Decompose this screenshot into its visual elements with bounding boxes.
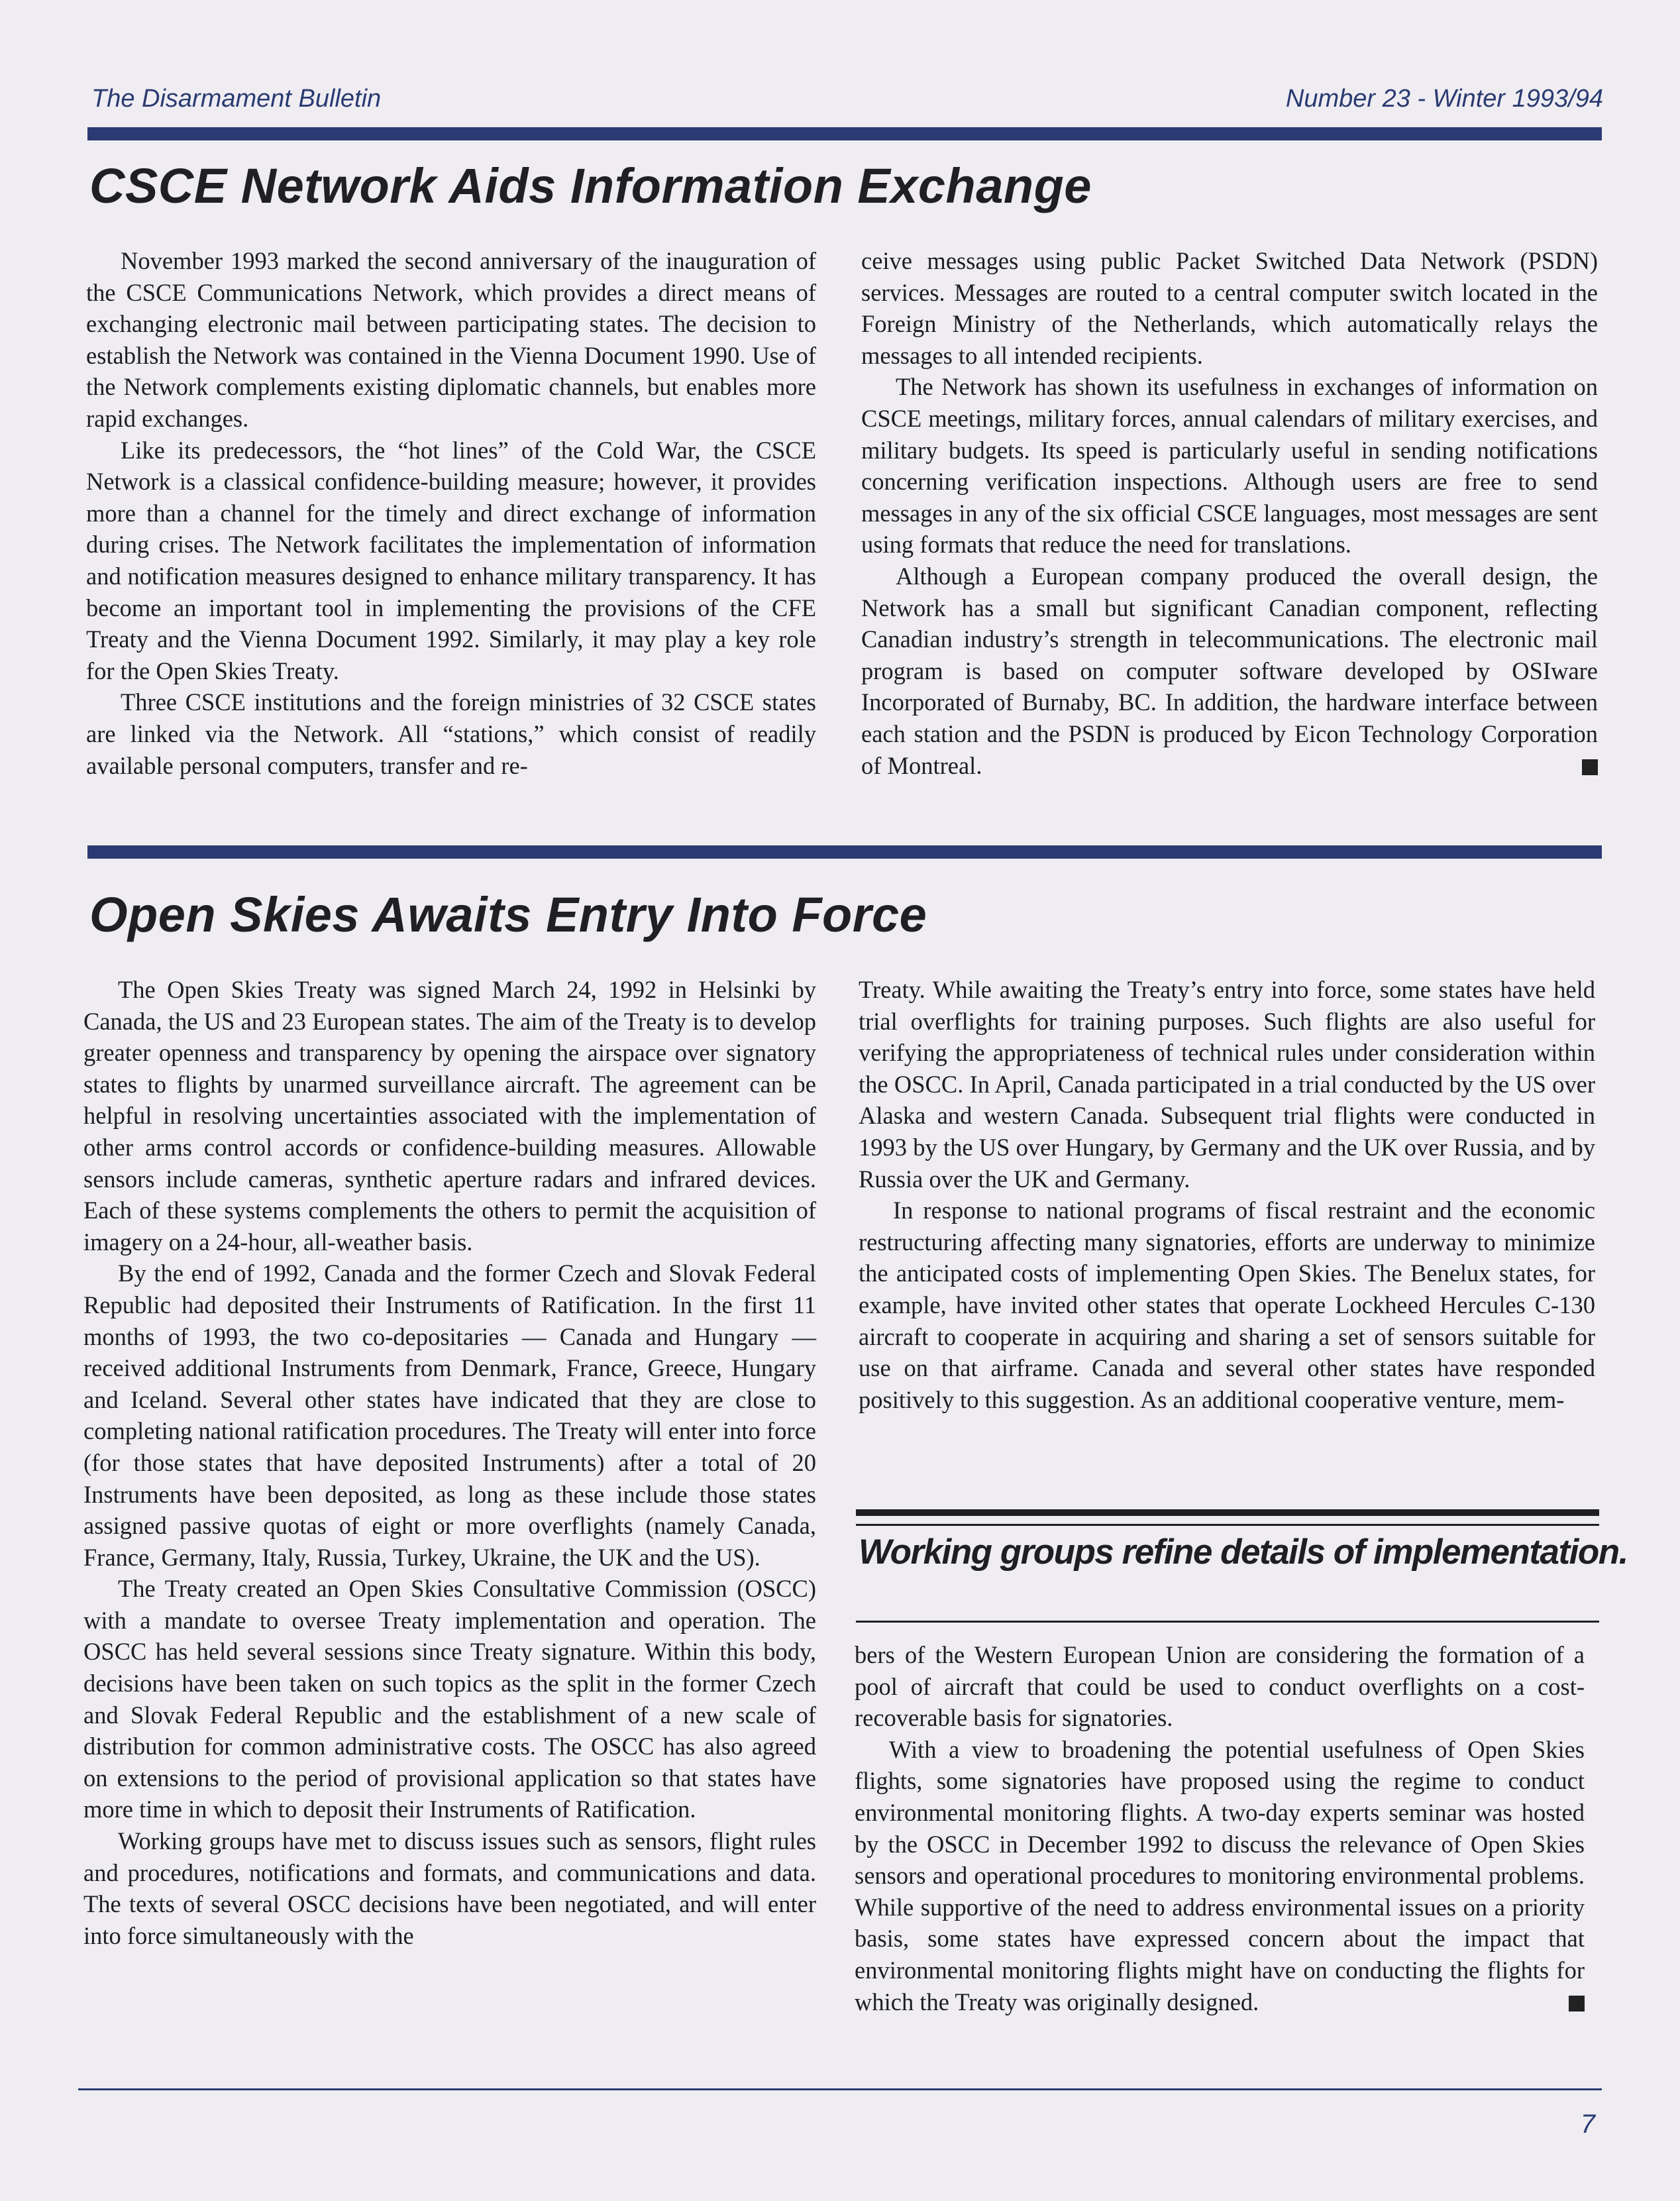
paragraph: bers of the Western European Union are considering the formation of a pool of aircraft that could be used to conduct overflights on a cost-recoverable basis for signatories.: [855, 1641, 1585, 1732]
paragraph: Working groups have met to discuss issues such as sensors, flight rules and procedures, notifications and formats, and communications and data. The texts of several OSCC decisions have been negotiated, and will enter into force simultaneously with the: [83, 1827, 816, 1949]
publication-name: The Disarmament Bulletin: [91, 85, 382, 113]
header-rule: [87, 127, 1602, 140]
paragraph: Like its predecessors, the “hot lines” of the Cold War, the CSCE Network is a classical confidence-building measure; however, it provides more than a channel for the timely and direct exchange of information during crises. The Network facilitates the implementation of information and notification measures designed to enhance military transparency. It has become an important tool in implementing the provisions of the CFE Treaty and the Vienna Document 1992. Similarly, it may play a key role for the Open Skies Treaty.: [86, 436, 816, 684]
paragraph: In response to national programs of fiscal restraint and the economic restructuring affecting many signatories, efforts are underway to minimize the anticipated costs of implementing Open Skies. The Benelux states, for example, have invited other states that operate Lockheed Hercules C-130 aircraft to cooperate in acquiring and sharing a set of sensors suitable for use on that airframe. Canada and several other states have responded positively to this suggestion. As an additional cooperative venture, mem-: [859, 1197, 1595, 1413]
pull-quote-rule-bottom: [856, 1621, 1599, 1623]
paragraph: Treaty. While awaiting the Treaty’s entry into force, some states have held trial overflights for training purposes. Such flights are also useful for verifying the appropriateness of technical rules under consideration within the OSCC. In April, Canada participated in a trial conducted by the US over Alaska and western Canada. Subsequent trial flights were conducted in 1993 by the US over Hungary, by Germany and the UK over Russia, and by Russia over the UK and Germany.: [859, 976, 1595, 1193]
article1-column-right: [861, 245, 1598, 781]
paragraph: [861, 561, 1598, 781]
paragraph-text: Although a European company produced the overall design, the Network has a small but significant Canadian component, reflecting Canadian industry’s strength in telecommunications. The electronic mail program is based on computer software developed by OSIware Incorporated of Burnaby, BC. In addition, the hardware interface between each station and the PSDN is produced by Eicon Technology Corporation of Montreal.: [861, 562, 1598, 779]
end-of-article-icon: [1569, 1996, 1585, 2012]
article2-column-right-bottom: [855, 1639, 1585, 2017]
article1-column-left: [86, 245, 816, 781]
pull-quote: Working groups refine details of implementation.: [859, 1532, 1628, 1572]
paragraph: [855, 1734, 1585, 2017]
paragraph: Three CSCE institutions and the foreign ministries of 32 CSCE states are linked via the Network. All “stations,” which consist of readily available personal computers, transfer and re-: [86, 688, 816, 779]
issue-info: Number 23 - Winter 1993/94: [1285, 85, 1603, 113]
pull-quote-rule-top: [856, 1509, 1599, 1516]
paragraph: The Treaty created an Open Skies Consultative Commission (OSCC) with a mandate to oversee Treaty implementation and operation. The OSCC has held several sessions since Treaty signature. Within this body, decisions have been taken on such topics as the split in the former Czech and Slovak Federal Republic and the establishment of a new scale of distribution for common administrative costs. The OSCC has also agreed on extensions to the period of provisional application so that states have more time in which to deposit their Instruments of Ratification.: [83, 1575, 816, 1823]
pull-quote-rule-top-thin: [856, 1524, 1599, 1526]
article-title-csce: CSCE Network Aids Information Exchange: [89, 158, 1092, 213]
section-divider: [87, 845, 1602, 859]
page-number: 7: [1580, 2110, 1595, 2139]
paragraph: ceive messages using public Packet Switched Data Network (PSDN) services. Messages are routed to a central computer switch located in the Foreign Ministry of the Netherlands, which automatically relays the messages to all intended recipients.: [861, 247, 1598, 369]
paragraph: The Network has shown its usefulness in exchanges of information on CSCE meetings, military forces, annual calendars of military exercises, and military budgets. Its speed is particularly useful in sending notifications concerning verification inspections. Although users are free to send messages in any of the six official CSCE languages, most messages are sent using formats that reduce the need for translations.: [861, 373, 1598, 559]
article-title-open-skies: Open Skies Awaits Entry Into Force: [89, 887, 927, 942]
paragraph: The Open Skies Treaty was signed March 24, 1992 in Helsinki by Canada, the US and 23 European states. The aim of the Treaty is to develop greater openness and transparency by opening the airspace over signatory states to flights by unarmed surveillance aircraft. The agreement can be helpful in resolving uncertainties associated with the implementation of other arms control accords or confidence-building measures. Allowable sensors include cameras, synthetic aperture radars and infrared devices. Each of these systems complements the others to permit the acquisition of imagery on a 24-hour, all-weather basis.: [83, 976, 816, 1256]
footer-rule: [78, 2088, 1602, 2090]
article2-column-right-top: [859, 974, 1595, 1415]
paragraph: November 1993 marked the second anniversary of the inauguration of the CSCE Communications Network, which provides a direct means of exchanging electronic mail between participating states. The decision to establish the Network was contained in the Vienna Document 1990. Use of the Network complements existing diplomatic channels, but enables more rapid exchanges.: [86, 247, 816, 432]
paragraph: By the end of 1992, Canada and the former Czech and Slovak Federal Republic had deposited their Instruments of Ratification. In the first 11 months of 1993, the two co-depositaries — Canada and Hungary — received additional Instruments from Denmark, France, Greece, Hungary and Iceland. Several other states have indicated that they are close to completing national ratification procedures. The Treaty will enter into force (for those states that have deposited Instruments) after a total of 20 Instruments have been deposited, as long as these include those states assigned passive quotas of eight or more overflights (namely Canada, France, Germany, Italy, Russia, Turkey, Ukraine, the UK and the US).: [83, 1260, 816, 1571]
paragraph-text: With a view to broadening the potential usefulness of Open Skies flights, some signatories have proposed using the regime to conduct environmental monitoring flights. A two-day experts seminar was hosted by the OSCC in December 1992 to discuss the relevance of Open Skies sensors and operational procedures to monitoring environmental problems. While supportive of the need to address environmental issues on a priority basis, some states have expressed concern about the impact that environmental monitoring flights might have on conducting the flights for which the Treaty was originally designed.: [855, 1735, 1585, 2015]
article2-column-left: [83, 974, 816, 1951]
end-of-article-icon: [1582, 759, 1598, 775]
